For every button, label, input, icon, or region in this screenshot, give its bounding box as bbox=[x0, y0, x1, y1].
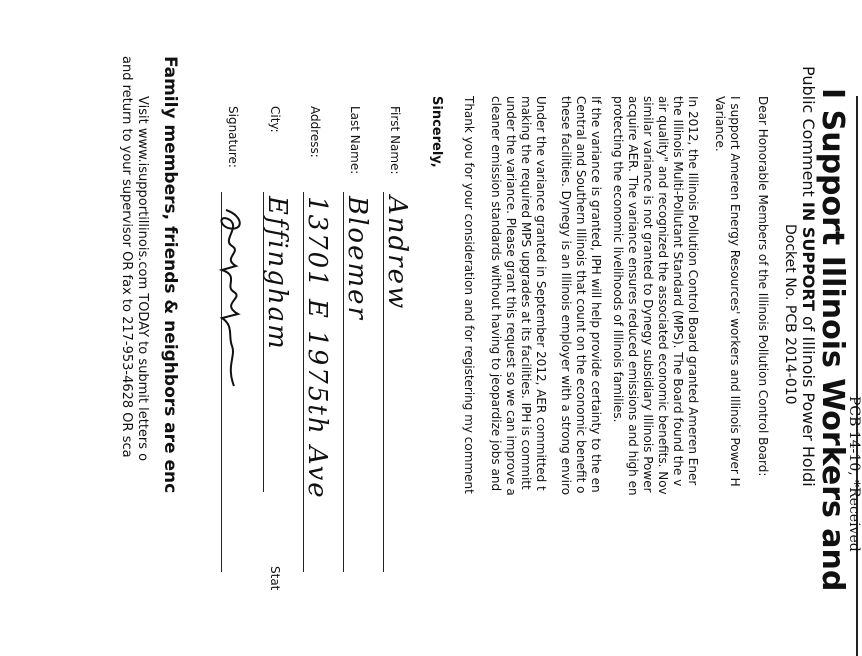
city-label: City: bbox=[268, 106, 282, 133]
rotated-page bbox=[110, 56, 862, 656]
paragraph-line: cleaner emission standards without having to jeopardize jobs and bbox=[489, 96, 503, 492]
paragraph-line: acquire AER. The variance ensures reduced emissions and high en bbox=[626, 96, 640, 496]
paragraph-5: Thank you for your consideration and for registering my comment bbox=[462, 96, 476, 494]
document-title: I Support Illinois Workers and bbox=[815, 88, 850, 592]
closing: Sincerely, bbox=[429, 96, 444, 168]
first-name-value: Andrew bbox=[382, 196, 412, 311]
paragraph-line: In 2012, the Illinois Pollution Control Board granted Ameren Ener bbox=[686, 96, 700, 486]
address-label: Address: bbox=[308, 106, 322, 158]
family-heading: Family members, friends & neighbors are enc bbox=[160, 56, 180, 494]
paragraph-line: making the required MPS upgrades at its facilities. IPH is committ bbox=[519, 96, 533, 490]
visit-line-2: and return to your supervisor OR fax to 217-953-4628 OR sca bbox=[119, 56, 134, 458]
paragraph-line: under the variance. Please grant this request so we can improve a bbox=[504, 96, 518, 496]
paragraph-line: I support Ameren Energy Resources' workers and Illinois Power H bbox=[728, 96, 742, 487]
document-subtitle bbox=[799, 66, 818, 487]
paragraph-4 bbox=[488, 96, 548, 496]
paragraph-1 bbox=[712, 96, 742, 487]
subtitle-suffix: of Illinois Power Holdi bbox=[799, 310, 818, 487]
signature-label: Signature: bbox=[226, 106, 240, 168]
paragraph-line: Variance. bbox=[713, 96, 727, 152]
salutation: Dear Honorable Members of the Illinois Pollution Control Board: bbox=[756, 96, 770, 477]
paragraph-line: the Illinois Multi-Pollutant Standard (MPS). The Board found the v bbox=[671, 96, 685, 487]
last-name-label: Last Name: bbox=[348, 106, 362, 175]
subtitle-prefix: Public Comment bbox=[799, 66, 818, 202]
state-label: Stat bbox=[268, 566, 282, 591]
last-name-value: Bloemer bbox=[342, 196, 372, 321]
pcb-stamp: PCB 14-10, *Received bbox=[846, 396, 862, 552]
paragraph-line: these facilities. Dynegy is an Illinois employer with a strong enviro bbox=[559, 96, 573, 496]
visit-line-1: Visit www.isupportillinois.com TODAY to submit letters o bbox=[135, 96, 150, 462]
paragraph-line: similar variance is not granted to Dynegy subsidiary Illinois Power bbox=[641, 96, 655, 493]
paragraph-3 bbox=[558, 96, 603, 495]
handwritten-signature bbox=[214, 206, 248, 396]
city-value: Effingham bbox=[262, 196, 292, 351]
paragraph-line: If the variance is granted, IPH will help provide certainty to the en bbox=[589, 96, 603, 493]
page-edge-line bbox=[856, 96, 858, 656]
address-value: 13701 E 1975th Ave bbox=[302, 196, 332, 500]
paragraph-2 bbox=[610, 96, 700, 496]
paragraph-line: Under the variance granted in September 2012, AER committed t bbox=[534, 96, 548, 491]
docket-number: Docket No. PCB 2014-010 bbox=[782, 224, 798, 405]
paragraph-line: air quality" and recognized the associated economic benefits. Nov bbox=[656, 96, 670, 495]
paragraph-line: protecting the economic livelihoods of Illinois families. bbox=[611, 96, 625, 423]
first-name-label: First Name: bbox=[388, 106, 402, 175]
visit-instructions bbox=[118, 56, 150, 461]
paragraph-line: Central and Southern Illinois that count on the economic benefit o bbox=[574, 96, 588, 494]
subtitle-bold: IN SUPPORT bbox=[799, 201, 818, 311]
